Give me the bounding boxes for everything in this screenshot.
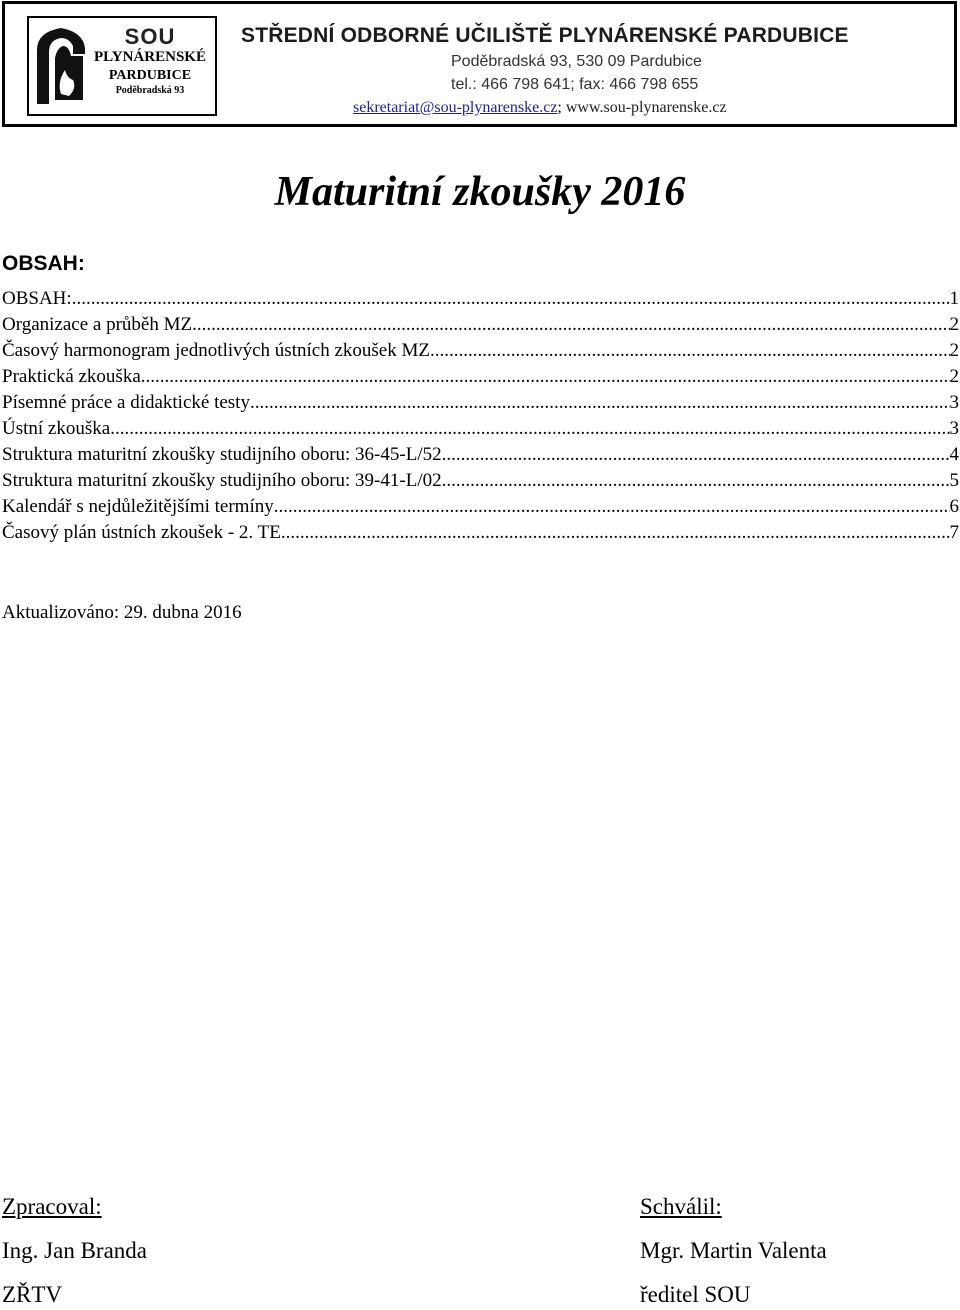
logo-line-address: Poděbradská 93 — [115, 85, 185, 96]
updated-date: Aktualizováno: 29. dubna 2016 — [2, 602, 242, 623]
toc-entry-page: 5 — [949, 470, 959, 491]
toc-entry[interactable] — [2, 416, 959, 442]
signature-prepared — [2, 1195, 147, 1306]
toc-entry-label: OBSAH: — [2, 288, 72, 309]
toc-leader-dots — [442, 442, 950, 468]
toc-entry-label: Časový plán ústních zkoušek - 2. TE — [2, 522, 281, 543]
toc-entry-page: 4 — [949, 444, 959, 465]
toc-leader-dots — [442, 468, 950, 494]
toc-entry-label: Struktura maturitní zkoušky studijního oboru: 36-45-L/52 — [2, 444, 442, 465]
toc-entry-label: Časový harmonogram jednotlivých ústních zkoušek MZ — [2, 340, 430, 361]
toc-entry-label: Kalendář s nejdůležitějšími termíny — [2, 496, 274, 517]
toc-leader-dots — [192, 312, 949, 338]
toc-leader-dots — [281, 520, 950, 546]
toc-leader-dots — [274, 494, 950, 520]
school-phones: tel.: 466 798 641; fax: 466 798 655 — [451, 76, 699, 93]
logo-line-pardubice: PARDUBICE — [108, 68, 192, 83]
signature-approved — [640, 1195, 827, 1306]
toc-leader-dots — [430, 338, 950, 364]
toc-entry[interactable] — [2, 286, 959, 312]
toc-entry-page: 6 — [949, 496, 959, 517]
toc-entry[interactable] — [2, 338, 959, 364]
toc-entry[interactable] — [2, 468, 959, 494]
school-logo — [27, 16, 217, 116]
school-address: Poděbradská 93, 530 09 Pardubice — [451, 53, 702, 70]
letterhead — [2, 1, 957, 127]
school-name: STŘEDNÍ ODBORNÉ UČILIŠTĚ PLYNÁRENSKÉ PARDUBICE — [241, 24, 849, 47]
toc-entry[interactable] — [2, 364, 959, 390]
toc-entry[interactable] — [2, 494, 959, 520]
toc-leader-dots — [141, 364, 950, 390]
prepared-name: Ing. Jan Branda — [2, 1238, 147, 1263]
toc-entry[interactable] — [2, 520, 959, 546]
toc-entry[interactable] — [2, 442, 959, 468]
toc-entry-label: Organizace a průběh MZ — [2, 314, 193, 335]
document-title: Maturitní zkoušky 2016 — [274, 169, 686, 215]
website-text: www.sou-plynarenske.cz — [565, 99, 727, 116]
toc-entry-label: Struktura maturitní zkoušky studijního oboru: 39-41-L/02 — [2, 470, 442, 491]
school-contact — [353, 99, 727, 117]
toc-entry-page: 2 — [949, 340, 959, 361]
approved-role: ředitel SOU — [640, 1282, 751, 1307]
toc-leader-dots — [72, 286, 950, 312]
approved-name: Mgr. Martin Valenta — [640, 1238, 827, 1263]
logo-line-plynarenske: PLYNÁRENSKÉ — [94, 49, 206, 65]
prepared-heading: Zpracoval: — [2, 1194, 102, 1219]
toc-entry-page: 1 — [949, 288, 959, 309]
prepared-role: ZŘTV — [2, 1282, 63, 1307]
toc-entry-label: Ústní zkouška — [2, 418, 111, 439]
toc-entry-page: 2 — [949, 366, 959, 387]
toc-entry-page: 3 — [949, 418, 959, 439]
toc-entry-label: Písemné práce a didaktické testy — [2, 392, 250, 413]
toc-entry-page: 3 — [949, 392, 959, 413]
approved-heading: Schválil: — [640, 1194, 722, 1219]
table-of-contents — [2, 286, 959, 546]
toc-entry-page: 7 — [949, 522, 959, 543]
email-link[interactable]: sekretariat@sou-plynarenske.cz — [353, 99, 558, 116]
toc-leader-dots — [110, 416, 949, 442]
toc-entry[interactable] — [2, 312, 959, 338]
toc-entry[interactable] — [2, 390, 959, 416]
toc-entry-label: Praktická zkouška — [2, 366, 141, 387]
contact-separator: ; — [557, 99, 562, 116]
toc-heading: OBSAH: — [2, 252, 85, 275]
toc-leader-dots — [250, 390, 950, 416]
toc-entry-page: 2 — [949, 314, 959, 335]
flame-emblem-icon — [33, 24, 89, 108]
logo-line-sou: SOU — [124, 24, 176, 49]
